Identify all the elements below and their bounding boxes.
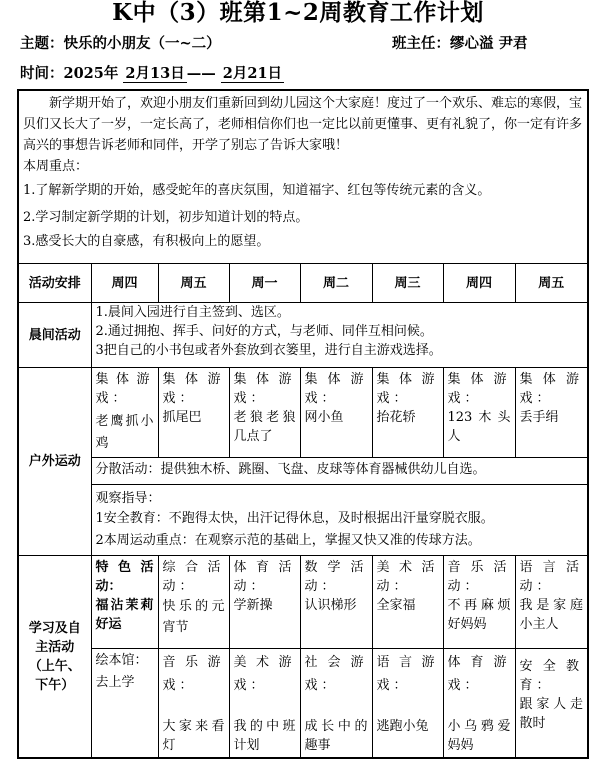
day-header: 周四 <box>91 264 158 303</box>
study-head: 音乐活动： <box>447 560 511 594</box>
outdoor-game-cell <box>229 368 300 458</box>
study-cell <box>91 649 158 759</box>
morning-row <box>18 303 588 368</box>
morning-label: 晨间活动 <box>18 303 91 368</box>
study-label-line: 下午） <box>35 677 75 693</box>
study-cell <box>372 649 443 759</box>
outdoor-guide <box>91 485 588 556</box>
study-label <box>18 556 91 759</box>
game-name: 老鹰抓小鸡 <box>95 414 154 451</box>
game-head: 集体游戏： <box>447 372 511 406</box>
guide-item-1: 1安全教育：不跑得太快，出汗记得休息，及时根据出汗量穿脱衣服。 <box>95 511 494 526</box>
outdoor-game-cell <box>372 368 443 458</box>
study-cell <box>91 556 158 649</box>
study-cell <box>443 556 515 649</box>
game-name: 抓尾巴 <box>162 410 202 425</box>
day-header: 周三 <box>372 264 443 303</box>
study-body: 认识梯形 <box>304 598 357 613</box>
morning-item-2: 2.通过拥抱、挥手、问好的方式，与老师、同伴互相问候。 <box>95 324 433 339</box>
study-label-line: （上午、 <box>28 658 81 674</box>
study-body: 学新操 <box>233 598 273 613</box>
study-head: 安全教育： <box>519 659 584 693</box>
time-line <box>20 64 284 84</box>
game-head: 集体游戏： <box>95 372 154 406</box>
theme-line <box>20 34 221 54</box>
study-cell <box>300 649 372 759</box>
study-body: 小乌鸦爱妈妈 <box>447 719 511 753</box>
day-header: 周四 <box>443 264 515 303</box>
outdoor-guide-row <box>18 485 588 556</box>
study-body: 全家福 <box>376 598 416 613</box>
day-header: 周五 <box>158 264 229 303</box>
morning-content <box>91 303 588 368</box>
theme-label: 主题： <box>20 35 64 52</box>
study-head: 综合活动： <box>162 560 225 594</box>
study-cell <box>372 556 443 649</box>
day-header-row <box>18 264 588 303</box>
study-head: 数学活动： <box>304 560 368 594</box>
study-head: 美术活动： <box>376 560 439 594</box>
study-head: 美术游戏： <box>233 655 296 693</box>
study-head: 语言游戏： <box>376 655 439 693</box>
page-title: K中（3）班第1~2周教育工作计划 <box>112 0 484 26</box>
study-cell <box>300 556 372 649</box>
study-cell <box>515 556 588 649</box>
study-head: 语言活动： <box>519 560 584 594</box>
study-body: 我的中班计划 <box>233 719 296 753</box>
study-body: 成长中的趣事 <box>304 719 368 753</box>
focus-label: 本周重点： <box>23 159 89 174</box>
study-head: 音乐游戏： <box>162 655 225 693</box>
study-label-line: 学习及自 <box>28 620 81 636</box>
intro-cell <box>18 90 588 264</box>
outdoor-game-cell <box>91 368 158 458</box>
morning-item-3: 3把自己的小书包或者外套放到衣篓里，进行自主游戏选择。 <box>95 343 442 358</box>
outdoor-games-row <box>18 368 588 458</box>
game-name: 老狼老狼几点了 <box>233 410 296 444</box>
study-body: 跟家人走散时 <box>519 697 584 731</box>
teacher-value: 缪心溢 尹君 <box>450 35 528 52</box>
study-head: 绘本馆： <box>95 653 148 668</box>
game-head: 集体游戏： <box>519 372 584 406</box>
study-body: 大家来看灯 <box>162 719 225 753</box>
time-label: 时间： <box>20 65 64 82</box>
study-row-1 <box>18 556 588 649</box>
game-name: 丢手绢 <box>519 410 559 425</box>
time-sep: —— <box>186 65 216 82</box>
day-header: 周五 <box>515 264 588 303</box>
game-name: 网小鱼 <box>304 410 344 425</box>
study-head: 社会游戏： <box>304 655 368 693</box>
study-body: 逃跑小兔 <box>376 719 429 734</box>
time-end: 2月21日 <box>222 65 283 82</box>
game-name: 抬花轿 <box>376 410 416 425</box>
study-head: 特色活动： <box>95 560 154 594</box>
intro-row <box>18 90 588 264</box>
study-body: 不再麻烦好妈妈 <box>447 598 511 632</box>
teacher-line <box>392 34 528 54</box>
focus-point-2: 2.学习制定新学期的计划，初步知道计划的特点。 <box>23 210 309 225</box>
focus-point-1: 1.了解新学期的开始，感受蛇年的喜庆氛围，知道福字、红包等传统元素的含义。 <box>23 183 491 198</box>
schedule-header-label: 活动安排 <box>18 264 91 303</box>
study-body: 福沾茉莉好运 <box>95 598 154 632</box>
study-cell <box>515 649 588 759</box>
study-body: 快乐的元宵节 <box>162 599 225 635</box>
game-head: 集体游戏： <box>376 372 439 406</box>
outdoor-label: 户外运动 <box>18 368 91 556</box>
morning-item-1: 1.晨间入园进行自主签到、选区。 <box>95 305 290 320</box>
game-head: 集体游戏： <box>233 372 296 406</box>
outdoor-game-cell <box>443 368 515 458</box>
focus-point-3: 3.感受长大的自豪感，有积极向上的愿望。 <box>23 234 270 249</box>
outdoor-free: 分散活动：提供独木桥、跳圈、飞盘、皮球等体育器械供幼儿自选。 <box>91 458 588 485</box>
study-head: 体育活动： <box>233 560 296 594</box>
study-body: 去上学 <box>95 675 135 690</box>
guide-item-2: 2本周运动重点：在观察示范的基础上，掌握又快又准的传球方法。 <box>95 533 481 548</box>
intro-paragraph: 新学期开始了，欢迎小朋友们重新回到幼儿园这个大家庭！度过了一个欢乐、难忘的寒假，宝贝们又长大了一岁，一定长高了，老师相信你们也一定比以前更懂事、更有礼貌了，你一定有许多高兴的事想告诉老师和同伴，开学了别忘了告诉大家哦！ <box>23 96 583 153</box>
game-head: 集体游戏： <box>304 372 368 406</box>
game-head: 集体游戏： <box>162 372 225 406</box>
time-year: 2025年 <box>63 65 119 82</box>
study-head: 体育游戏： <box>447 655 511 693</box>
study-cell <box>229 556 300 649</box>
study-cell <box>158 649 229 759</box>
teacher-label: 班主任： <box>392 35 450 52</box>
outdoor-free-row <box>18 458 588 485</box>
outdoor-game-cell <box>515 368 588 458</box>
outdoor-game-cell <box>300 368 372 458</box>
game-name: 123木头人 <box>447 410 511 444</box>
time-start: 2月13日 <box>125 65 185 82</box>
study-cell <box>443 649 515 759</box>
day-header: 周二 <box>300 264 372 303</box>
theme-value: 快乐的小朋友（一~二） <box>63 35 221 52</box>
guide-label: 观察指导： <box>95 491 161 506</box>
study-body: 我是家庭小主人 <box>519 598 584 632</box>
study-cell <box>158 556 229 649</box>
study-row-2 <box>18 649 588 759</box>
study-label-line: 主活动 <box>35 639 75 655</box>
plan-table <box>17 89 589 759</box>
study-cell <box>229 649 300 759</box>
outdoor-game-cell <box>158 368 229 458</box>
day-header: 周一 <box>229 264 300 303</box>
